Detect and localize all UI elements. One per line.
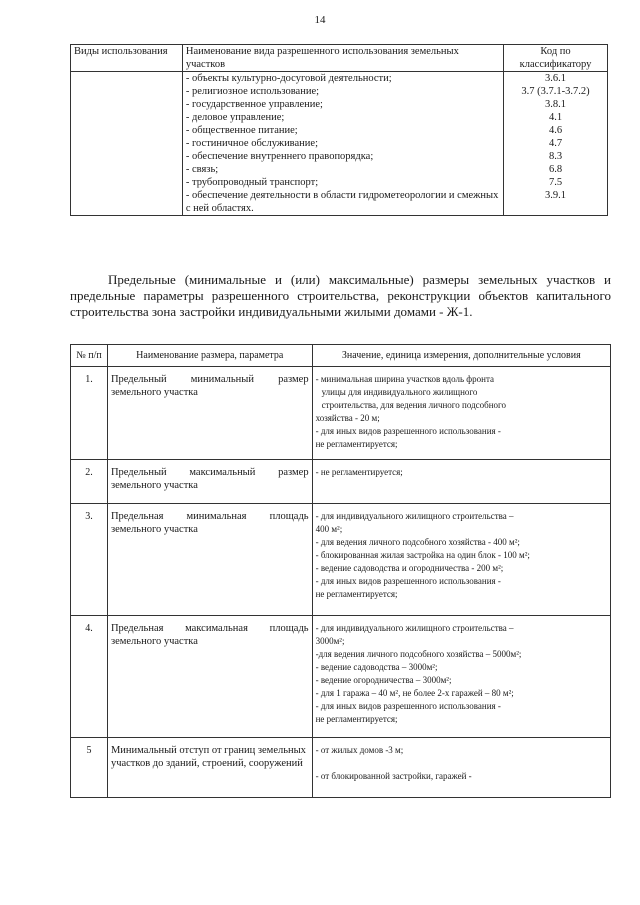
value-line: - от жилых домов -3 м; <box>315 745 404 755</box>
table-header-row <box>71 345 611 367</box>
use-code: 4.1 <box>548 112 563 123</box>
header-kind: Виды использования <box>71 45 183 72</box>
value-line: не регламентируется; <box>315 714 398 724</box>
value-line: - блокированная жилая застройка на один блок - 100 м²; <box>315 550 530 560</box>
value-line: - для иных видов разрешенного использования - <box>315 701 501 711</box>
value-line: - для 1 гаража – 40 м², не более 2-х гаражей – 80 м²; <box>315 688 514 698</box>
use-name: - гостиничное обслуживание; <box>185 138 318 149</box>
value-line: - для иных видов разрешенного использования - <box>315 426 501 436</box>
use-code: 4.6 <box>548 125 563 136</box>
table-header-row <box>71 45 608 72</box>
use-name: - государственное управление; <box>185 99 323 110</box>
value-line: хозяйства - 20 м; <box>315 413 380 423</box>
param-values <box>312 367 610 460</box>
param-name: Предельный максимальный размер земельного участка <box>107 460 312 504</box>
table-row <box>71 460 611 504</box>
table-row <box>71 504 611 616</box>
header-param-name: Наименование размера, параметра <box>107 345 312 367</box>
use-name: - обеспечение деятельности в области гидрометеорологии и смежных с ней областях. <box>185 190 499 214</box>
use-code: 7.5 <box>548 177 563 188</box>
section-paragraph: Предельные (минимальные и (или) максимальные) размеры земельных участков и предельные параметры разрешенного строительства, реконструкции объектов капитального строительства зона застройки индивидуальными жилыми домами - Ж-1. <box>70 272 611 319</box>
param-values <box>312 738 610 798</box>
value-line: - ведение садоводства – 3000м²; <box>315 662 438 672</box>
value-line: - для индивидуального жилищного строительства – <box>315 511 514 521</box>
value-line: - минимальная ширина участков вдоль фронта <box>315 374 494 384</box>
row-number: 5 <box>71 738 108 798</box>
use-code: 3.8.1 <box>545 99 567 110</box>
value-line: 400 м²; <box>315 524 343 534</box>
use-name: - объекты культурно-досуговой деятельности; <box>185 73 392 84</box>
value-line: - не регламентируется; <box>315 467 403 477</box>
value-line: - для индивидуального жилищного строительства – <box>315 623 514 633</box>
use-name: - трубопроводный транспорт; <box>185 177 319 188</box>
use-code: 3.9.1 <box>545 190 567 201</box>
use-name: - религиозное использование; <box>185 86 320 97</box>
value-line: 3000м²; <box>315 636 345 646</box>
value-line <box>316 757 607 770</box>
param-values <box>312 504 610 616</box>
codes-cell <box>504 72 608 216</box>
param-name: Предельный минимальный размер земельного участка <box>107 367 312 460</box>
param-values <box>312 616 610 738</box>
value-line: - для ведения личного подсобного хозяйства - 400 м²; <box>315 537 520 547</box>
value-line: - от блокированной застройки, гаражей - <box>315 771 472 781</box>
row-number: 2. <box>71 460 108 504</box>
header-value: Значение, единица измерения, дополнительные условия <box>312 345 610 367</box>
kind-cell <box>71 72 183 216</box>
use-names-cell <box>182 72 503 216</box>
table-row <box>71 616 611 738</box>
use-name: - общественное питание; <box>185 125 298 136</box>
use-code: 3.7 (3.7.1-3.7.2) <box>521 86 590 97</box>
use-code: 6.8 <box>548 164 563 175</box>
use-code: 4.7 <box>548 138 563 149</box>
permitted-use-table <box>70 44 608 216</box>
param-name: Предельная максимальная площадь земельного участка <box>107 616 312 738</box>
header-num: № п/п <box>71 345 108 367</box>
use-name: - деловое управление; <box>185 112 285 123</box>
use-code: 3.6.1 <box>545 73 567 84</box>
page-number: 14 <box>314 14 326 26</box>
use-code: 8.3 <box>548 151 563 162</box>
header-name: Наименование вида разрешенного использования земельных участков <box>182 45 503 72</box>
table-row <box>71 738 611 798</box>
use-name: - связь; <box>185 164 219 175</box>
header-code: Код по классификатору <box>504 45 608 72</box>
parameters-table <box>70 344 611 798</box>
use-name: - обеспечение внутреннего правопорядка; <box>185 151 374 162</box>
table-row <box>71 367 611 460</box>
row-number: 1. <box>71 367 108 460</box>
value-line: не регламентируется; <box>315 439 398 449</box>
row-number: 3. <box>71 504 108 616</box>
value-line: - ведение садоводства и огородничества - 200 м²; <box>315 563 504 573</box>
table-row <box>71 72 608 216</box>
param-name: Предельная минимальная площадь земельного участка <box>107 504 312 616</box>
value-line: - ведение огородничества – 3000м²; <box>315 675 452 685</box>
value-line: - для иных видов разрешенного использования - <box>315 576 501 586</box>
value-line: -для ведения личного подсобного хозяйства – 5000м²; <box>315 649 522 659</box>
value-line: строительства, для ведения личного подсобного <box>321 400 506 410</box>
value-line: улицы для индивидуального жилищного <box>321 387 478 397</box>
param-values <box>312 460 610 504</box>
row-number: 4. <box>71 616 108 738</box>
param-name: Минимальный отступ от границ земельных участков до зданий, строений, сооружений <box>107 738 312 798</box>
value-line: не регламентируется; <box>315 589 398 599</box>
